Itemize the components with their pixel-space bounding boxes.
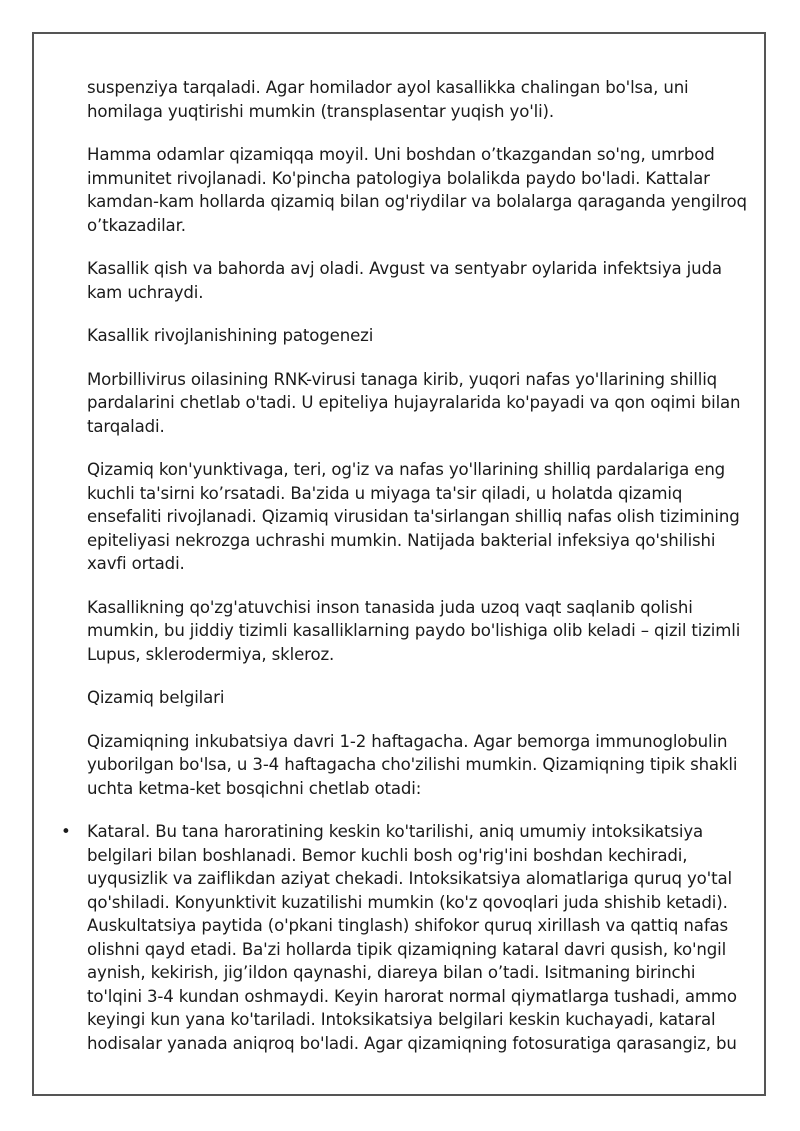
paragraph-transmission: suspenziya tarqaladi. Agar homilador ayol kasallikka chalingan bo'lsa, uni homilaga yuqtirishi mumkin (transplasentar yuqish yo'li). [87,78,689,121]
stages-list [61,820,747,1055]
paragraph-persistence: Kasallikning qo'zg'atuvchisi inson tanasida juda uzoq vaqt saqlanib qolishi mumkin, bu jiddiy tizimli kasalliklarning paydo bo'lishiga olib keladi – qizil tizimli Lupus, sklerodermiya, skleroz. [87,597,741,664]
list-item-text: Kataral. Bu tana haroratining keskin ko'tarilishi, aniq umumiy intoksikatsiya belgilari bilan boshlanadi. Bemor kuchli bosh og'rig'ini boshdan kechiradi, uyqusizlik va zaiflikdan aziyat chekadi. Intoksikatsiya alomatlariga quruq yo'tal qo'shiladi. Konyunktivit kuzatilishi mumkin (ko'z qovoqlari juda shishib ketadi). Auskultatsiya paytida (o'pkani tinglash) shifokor quruq xirillash va qattiq nafas olishni qayd etadi. Ba'zi hollarda tipik qizamiqning kataral davri qusish, ko'ngil aynish, kekirish, jig’ildon qaynashi, diareya bilan o’tadi. Isitmaning birinchi to'lqini 3-4 kundan oshmaydi. Keyin harorat normal qiymatlarga tushadi, ammo keyingi kun yana ko'tariladi. Intoksikatsiya belgilari keskin kuchayadi, kataral hodisalar yanada aniqroq bo'ladi. Agar qizamiqning fotosuratiga qarasangiz, bu [87,822,737,1053]
paragraph-virus-entry: Morbillivirus oilasining RNK-virusi tanaga kirib, yuqori nafas yo'llarining shilliq pardalarini chetlab o'tadi. U epiteliya hujayralarida ko'payadi va qon oqimi bilan tarqaladi. [87,369,741,436]
section-heading-pathogenesis: Kasallik rivojlanishining patogenezi [87,326,374,345]
paragraph-organ-effects: Qizamiq kon'yunktivaga, teri, og'iz va nafas yo'llarining shilliq pardalariga eng kuchli ta'sirni ko’rsatadi. Ba'zida u miyaga ta'sir qiladi, u holatda qizamiq ensefaliti rivojlanadi. Qizamiq virusidan ta'sirlangan shilliq nafas olish tizimining epiteliyasi nekrozga uchrashi mumkin. Natijada bakterial infeksiya qo'shilishi xavfi ortadi. [87,460,740,573]
paragraph-susceptibility: Hamma odamlar qizamiqqa moyil. Uni boshdan o’tkazgandan so'ng, umrbod immunitet rivojlanadi. Ko'pincha patologiya bolalikda paydo bo'ladi. Kattalar kamdan-kam hollarda qizamiq bilan og'riydilar va bolalarga qaraganda yengilroq o’tkazadilar. [87,145,747,235]
paragraph-seasonality: Kasallik qish va bahorda avj oladi. Avgust va sentyabr oylarida infektsiya juda kam uchraydi. [87,259,722,302]
document-body [61,76,747,1055]
paragraph-incubation: Qizamiqning inkubatsiya davri 1-2 haftagacha. Agar bemorga immunoglobulin yuborilgan bo'lsa, u 3-4 haftagacha cho'zilishi mumkin. Qizamiqning tipik shakli uchta ketma-ket bosqichni chetlab otadi: [87,731,738,798]
list-item [61,820,747,1055]
bullet-marker: • [61,822,71,841]
section-heading-symptoms: Qizamiq belgilari [87,688,225,707]
